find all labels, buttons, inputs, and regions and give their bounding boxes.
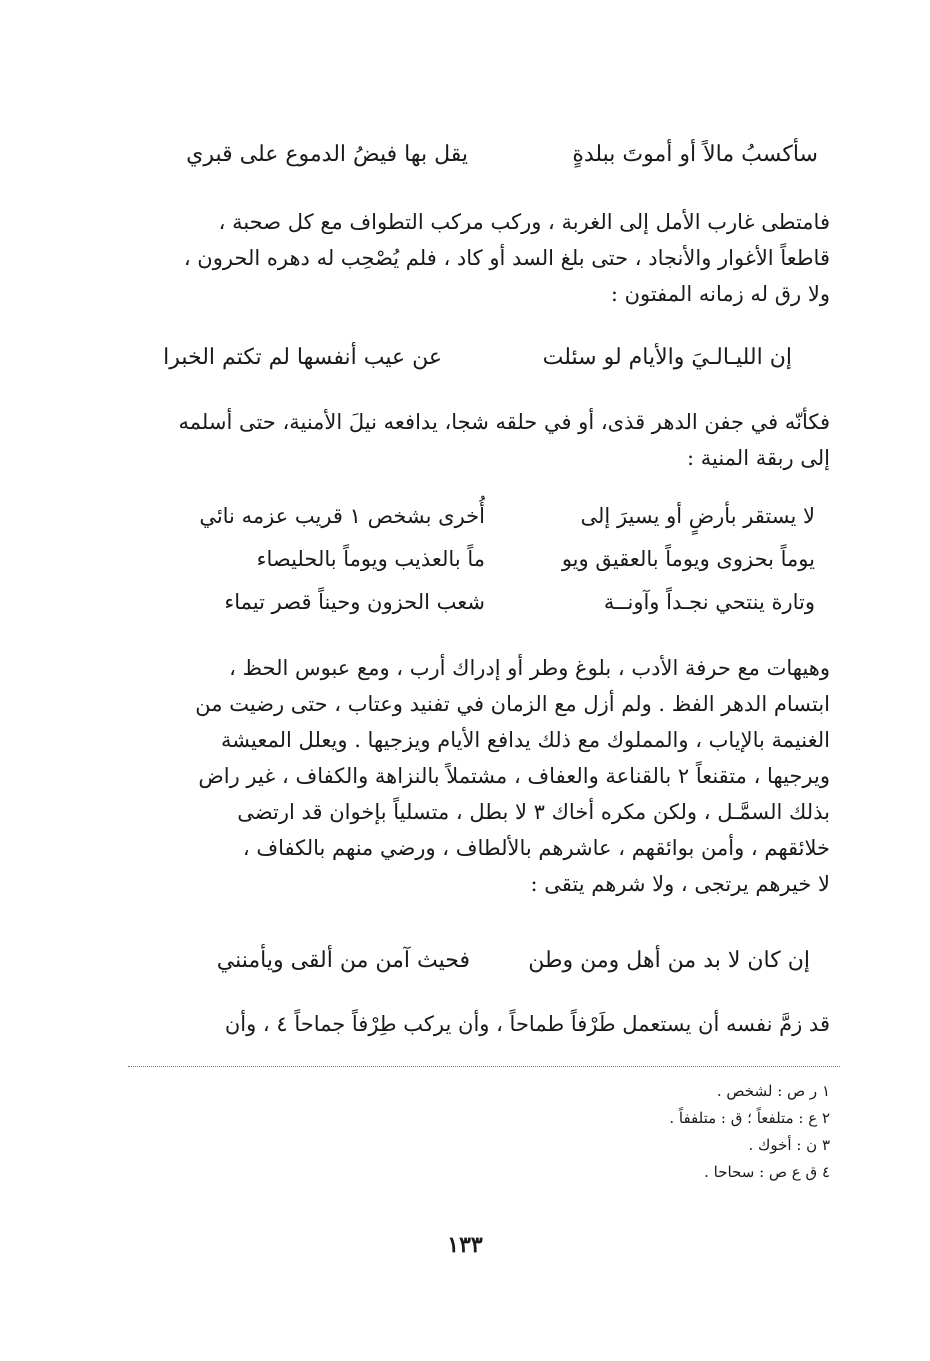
poem-line [135, 537, 815, 580]
paragraph-3 [140, 650, 830, 902]
paragraph-2-line: فكأنّه في جفن الدهر قذى، أو في حلقه شجا، يدافعه نيلَ الأمنية، حتى أسلمه [178, 410, 830, 434]
paragraph-3-line: ابتسام الدهر الفظ . ولم أزل مع الزمان في تفنيد وعتاب ، حتى رضيت من [195, 692, 830, 716]
verse-2-second-hemistich: عن عيب أنفسها لم تكتم الخبرا [163, 345, 442, 370]
verse-1-second-hemistich: يقل بها فيضُ الدموع على قبري [186, 142, 468, 167]
verse-1 [168, 142, 818, 167]
verse-1-first-hemistich: سأكسبُ مالاً أو أموتَ ببلدةٍ [572, 142, 818, 167]
paragraph-1 [140, 204, 830, 312]
paragraph-2-line: إلى ربقة المنية : [686, 446, 830, 470]
verse-3-first-hemistich: إن كان لا بد من أهل ومن وطن [528, 948, 810, 973]
paragraph-1-line: ولا رق له زمانه المفتون : [610, 282, 830, 306]
poem-line-first-hemistich: لا يستقر بأرضٍ أو يسيرَ إلى [580, 503, 815, 528]
paragraph-1-line: فامتطى غارب الأمل إلى الغربة ، وركب مركب التطواف مع كل صحبة ، [218, 210, 830, 234]
poem-line-first-hemistich: يوماً بحزوى ويوماً بالعقيق ويو [561, 546, 815, 571]
paragraph-4 [140, 1006, 830, 1042]
poem-line-first-hemistich: وتارة ينتحي نجـداً وآونــة [603, 589, 815, 614]
page-number: ١٣٣ [447, 1232, 483, 1258]
poem-stanza [135, 494, 815, 623]
footnote: ٣ ن : أخوك . [748, 1136, 830, 1154]
paragraph-3-line: الغنيمة بالإياب ، والمملوك مع ذلك يدافع الأيام ويزجيها . ويعلل المعيشة [221, 728, 830, 752]
footnote: ٤ ق ع ص : سحاحا . [704, 1163, 830, 1181]
paragraph-3-line: لا خيرهم يرتجى ، ولا شرهم يتقى : [530, 872, 830, 896]
verse-3 [170, 948, 810, 973]
footnote: ١ ر ص : لشخص . [716, 1082, 830, 1100]
paragraph-3-line: وهيهات مع حرفة الأدب ، بلوغ وطر أو إدراك أرب ، ومع عبوس الحظ ، [229, 656, 830, 680]
paragraph-3-line: ويرجيها ، متقنعاً ٢ بالقناعة والعفاف ، مشتملاً بالنزاهة والكفاف ، غير راض [198, 764, 830, 788]
footnotes [330, 1078, 830, 1186]
poem-line-second-hemistich: شعب الحزون وحيناً قصر تيماء [224, 589, 485, 614]
footnote-separator [128, 1066, 840, 1067]
footnote: ٢ ع : متلفعاً ؛ ق : متلففاً . [669, 1109, 830, 1127]
paragraph-2 [140, 404, 830, 476]
verse-2-first-hemistich: إن الليـالـيَ والأيام لو سئلت [542, 345, 792, 370]
paragraph-4-line: قد زمَّ نفسه أن يستعمل طَرْفاً طماحاً ، وأن يركب طِرْفاً جماحاً ٤ ، وأن [224, 1012, 830, 1036]
poem-line [135, 580, 815, 623]
paragraph-3-line: خلائقهم ، وأمن بوائقهم ، عاشرهم بالألطاف ، ورضي منهم بالكفاف ، [242, 836, 830, 860]
verse-2 [142, 345, 792, 370]
poem-line-second-hemistich: ماً بالعذيب ويوماً بالحليصاء [256, 546, 485, 571]
poem-line [135, 494, 815, 537]
verse-3-second-hemistich: فحيث آمن من ألقى ويأمنني [216, 948, 470, 973]
paragraph-3-line: بذلك السمَّـل ، ولكن مكره أخاك ٣ لا بطل ، متسلياً بإخوان قد ارتضى [237, 800, 830, 824]
paragraph-1-line: قاطعاً الأغوار والأنجاد ، حتى بلغ السد أو كاد ، فلم يُصْحِب له دهره الحرون ، [183, 246, 830, 270]
poem-line-second-hemistich: أُخرى بشخص ١ قريب عزمه نائي [199, 503, 485, 528]
